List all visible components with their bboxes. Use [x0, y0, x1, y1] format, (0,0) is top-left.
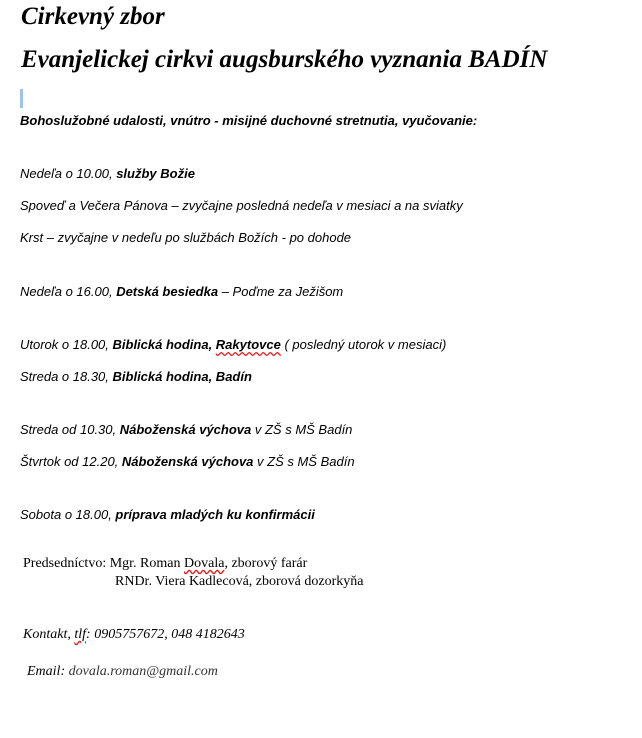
schedule-time: Streda od 10.30, — [20, 422, 120, 437]
title-line-2: Evanjelickej cirkvi augsburského vyznania BADÍN — [21, 46, 548, 73]
schedule-item-children — [20, 284, 343, 300]
email-address[interactable]: dovala.roman@gmail.com — [68, 664, 218, 679]
schedule-item-thursday-religion — [20, 454, 355, 470]
schedule-time: Streda o 18.30, — [20, 369, 113, 384]
schedule-time: Nedeľa o 10.00, — [20, 166, 117, 181]
title-line-1: Cirkevný zbor — [21, 3, 165, 30]
schedule-place: Rakytovce — [215, 337, 281, 352]
schedule-item-sunday-service — [20, 166, 195, 182]
schedule-text: Spoveď a Večera Pánova – zvyčajne posledná nedeľa v mesiaci a na sviatky — [20, 198, 463, 213]
schedule-event: služby Božie — [116, 166, 195, 181]
contact-label: Kontakt, — [23, 627, 75, 642]
text-cursor — [20, 89, 23, 108]
schedule-item-wednesday-religion — [20, 422, 352, 438]
schedule-event: Detská besiedka — [116, 284, 219, 299]
contact-label-abbr: tlf — [74, 627, 87, 642]
schedule-tail: ( posledný utorok v mesiaci) — [280, 337, 447, 352]
schedule-item-confession — [20, 198, 463, 214]
email-label: Email: — [27, 664, 69, 679]
presidium-person-1-role: , zborový farár — [224, 556, 308, 571]
schedule-item-saturday-confirmation — [20, 507, 315, 523]
contact-line — [23, 627, 245, 643]
schedule-event: príprava mladých ku konfirmácii — [115, 507, 315, 522]
schedule-time: Utorok o 18.00, — [20, 337, 113, 352]
presidium-person-1-prefix: Mgr. Roman — [109, 556, 184, 571]
schedule-tail: – Poďme za Ježišom — [218, 284, 344, 299]
schedule-item-wednesday-bible — [20, 369, 252, 385]
contact-phones: 0905757672, 048 4182643 — [94, 627, 245, 642]
schedule-tail: v ZŠ s MŠ Badín — [253, 454, 355, 469]
presidium-person-1-surname: Dovala — [184, 556, 225, 571]
schedule-event: Náboženská výchova — [119, 422, 252, 437]
schedule-event: Biblická hodina, Badín — [112, 369, 252, 384]
schedule-text: Krst – zvyčajne v nedeľu po službách Božích - po dohode — [20, 230, 352, 245]
section-heading: Bohoslužobné udalosti, vnútro - misijné duchovné stretnutia, vyučovanie: — [20, 113, 478, 128]
presidium-label: Predsedníctvo: — [23, 556, 110, 571]
presidium-line-2: RNDr. Viera Kadlecová, zborová dozorkyňa — [115, 574, 364, 589]
email-line — [27, 664, 218, 680]
schedule-item-tuesday-bible — [20, 337, 446, 353]
contact-label-sep: : — [86, 627, 95, 642]
schedule-tail: v ZŠ s MŠ Badín — [251, 422, 353, 437]
schedule-item-baptism — [20, 230, 351, 246]
schedule-event: Náboženská výchova — [121, 454, 254, 469]
presidium-line-1 — [23, 556, 307, 572]
schedule-time: Nedeľa o 16.00, — [20, 284, 117, 299]
schedule-time: Sobota o 18.00, — [20, 507, 116, 522]
schedule-event: Biblická hodina, — [112, 337, 216, 352]
schedule-time: Štvrtok od 12.20, — [20, 454, 122, 469]
